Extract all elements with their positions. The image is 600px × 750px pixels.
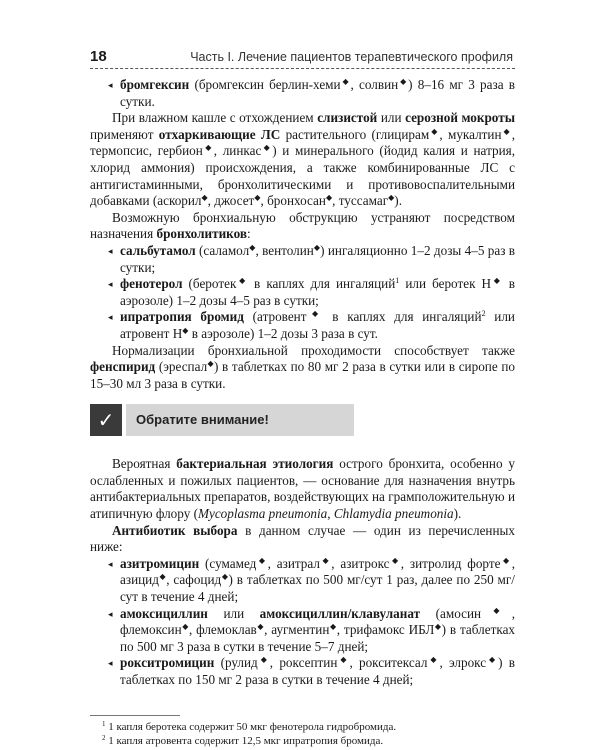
footnote-ref-1: 1 — [395, 276, 400, 286]
paragraph-wet-cough: При влажном кашле с отхождением слизистой или серозной мокроты применяют отхаркивающие ЛС растительного (глицирам◆, мукалтин◆, термопсис, гербион◆, линкас◆) и минерального (йодид калия и натрия, хлорид аммония) происхождения, а также комбинированные ЛС с антигистаминными, бронхолитическими и противовоспалительными добавками (аскорил◆, джосет◆, бронхосан◆, туссамаг◆). — [90, 110, 516, 209]
bullet-marker-icon: ◂ — [108, 80, 113, 90]
list-item-amoxicillin: ◂ амоксициллин или амоксициллин/клавуланат (амосин◆, флемоксин◆, флемоклав◆, аугментин◆, трифамокс ИБЛ◆) в таблетках по 500 мг 3 раза в сутки в течение 5–7 дней; — [108, 605, 516, 654]
bullet-marker-icon: ◂ — [108, 558, 113, 569]
bullet-marker-icon: ◂ — [108, 312, 113, 323]
chapter-title: Часть I. Лечение пациентов терапевтического профиля — [190, 50, 513, 64]
paragraph-fenspiride: Нормализации бронхиальной проходимости способствует также фенспирид (эреспал◆) в таблетках по 80 мг 2 раза в сутки или в сиропе по 15–30 мл 3 раза в сутки. — [90, 342, 515, 391]
page-number: 18 — [90, 48, 107, 65]
check-icon: ✓ — [90, 404, 122, 436]
footnote-divider — [90, 715, 180, 716]
paragraph-obstruction: Возможную бронхиальную обструкцию устраняют посредством назначения бронхолитиков: — [90, 209, 515, 242]
bullet-marker-icon: ◂ — [108, 279, 113, 290]
list-item-azithromycin: ◂ азитромицин (сумамед◆, азитрал◆, азитрокс◆, зитролид форте◆, азицид◆, сафоцид◆) в таблетках по 500 мг/сут 1 раз, далее по 250 мг/сут в течение 4 дней; — [108, 555, 516, 605]
footnote-2: $^2$ 1 капля атровента содержит 12,5 мкг ипратропия бромида. — [102, 733, 384, 747]
paragraph-bacterial: Вероятная бактериальная этиология острого бронхита, особенно у ослабленных и пожилых пациентов, — основание для назначения внутрь антибактериальных препаратов, воздействующих на грамположительную и атипичную флору (Mycoplasma pneumonia, Chlamydia pneumonia). — [90, 456, 515, 522]
bullet-marker-icon: ◂ — [108, 245, 113, 256]
list-item-bromhexine: ◂ бромгексин (бромгексин берлин-хеми◆, солвин◆) 8–16 мг 3 раза в сутки. — [108, 77, 515, 109]
bullet-marker-icon: ◂ — [108, 658, 113, 669]
running-header — [90, 46, 515, 69]
callout-bar — [126, 404, 354, 436]
bullet-marker-icon: ◂ — [108, 608, 113, 619]
paragraph-antibiotic-choice: Антибиотик выбора в данном случае — один из перечисленных ниже: — [90, 522, 515, 555]
page-body — [90, 77, 515, 748]
list-item-ipratropium: ◂ ипратропия бромид (атровент◆ в каплях для ингаляций$^2$ или атровент Н◆ в аэрозоле) 1–2 дозы 3 раза в сут. — [108, 309, 515, 341]
callout-label: Обратите внимание! — [136, 412, 269, 428]
list-item-fenoterol: ◂ фенотерол (беротек◆ в каплях для ингаляций$^1$ или беротек Н◆ в аэрозоле) 1–2 дозы 4–5 раз в сутки; — [108, 276, 515, 308]
footnote-ref-2: 2 — [481, 309, 486, 319]
list-item-roxithromycin: ◂ рокситромицин (рулид◆, роксептин◆, рокситексал◆, элрокс◆) в таблетках по 150 мг 2 раза в сутки в течение 4 дней; — [108, 655, 515, 687]
list-item-salbutamol: ◂ сальбутамол (саламол◆, вентолин◆) ингаляционно 1–2 дозы 4–5 раз в сутки; — [108, 242, 516, 275]
attention-callout — [90, 404, 515, 436]
footnote-1: $^1$ 1 капля беротека содержит 50 мкг фенотерола гидробромида. — [102, 719, 397, 733]
